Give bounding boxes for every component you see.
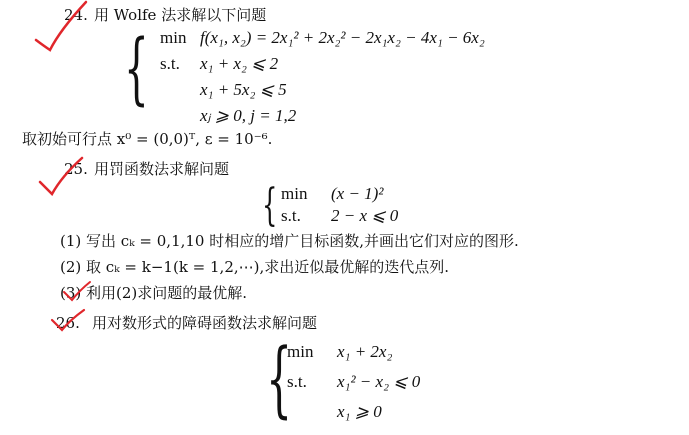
problem-24-heading: 用 Wolfe 法求解以下问题 [94, 6, 267, 24]
problem-25-constraint: 2 − x ⩽ 0 [331, 206, 399, 225]
problem-25-item-3: (3) 利用(2)求问题的最优解. [60, 284, 248, 302]
problem-26-heading: 用对数形式的障碍函数法求解问题 [92, 314, 318, 332]
problem-25-number: 25. [64, 160, 88, 178]
problem-24-constraint-2: x₁ + 5x₂ ⩽ 5 [200, 80, 287, 99]
problem-24-constraint-1: x₁ + x₂ ⩽ 2 [200, 54, 279, 73]
problem-25-item-1: (1) 写出 cₖ = 0,1,10 时相应的增广目标函数,并画出它们对应的图形. [60, 232, 519, 250]
problem-26-constraint-1: x₁² − x₂ ⩽ 0 [337, 372, 421, 391]
problem-25-objective: (x − 1)² [331, 184, 384, 203]
problem-24-objective: f(x₁, x₂) = 2x₁² + 2x₂² − 2x₁x₂ − 4x₁ − 6x₂ [200, 28, 485, 47]
problem-25-item-2: (2) 取 cₖ = k−1(k = 1,2,⋯),求出近似最优解的迭代点列. [60, 258, 450, 276]
checkmark-icon [60, 280, 94, 304]
problem-25-heading: 用罚函数法求解问题 [94, 160, 230, 178]
problem-25-min-label: min [281, 184, 308, 203]
problem-24-initial-point: 取初始可行点 x⁰ = (0,0)ᵀ, ε = 10⁻⁶. [22, 130, 273, 148]
problem-26-objective: x₁ + 2x₂ [337, 342, 393, 361]
problem-26-st-label: s.t. [287, 372, 307, 391]
problem-25-brace: { [262, 180, 278, 231]
problem-26-min-label: min [287, 342, 314, 361]
problem-24-number: 24. [64, 6, 88, 24]
checkmark-icon [30, 0, 90, 52]
problem-24-st-label: s.t. [160, 54, 180, 73]
problem-24-min-label: min [160, 28, 187, 47]
problem-26-brace: { [266, 332, 293, 427]
problem-24-constraint-3: xⱼ ⩾ 0, j = 1,2 [200, 106, 297, 125]
checkmark-icon [36, 154, 86, 196]
problem-24-brace: { [124, 24, 149, 114]
problem-26-number: 26. [56, 314, 80, 332]
problem-25-st-label: s.t. [281, 206, 301, 225]
checkmark-icon [48, 308, 88, 334]
problem-26-constraint-2: x₁ ⩾ 0 [337, 402, 382, 421]
